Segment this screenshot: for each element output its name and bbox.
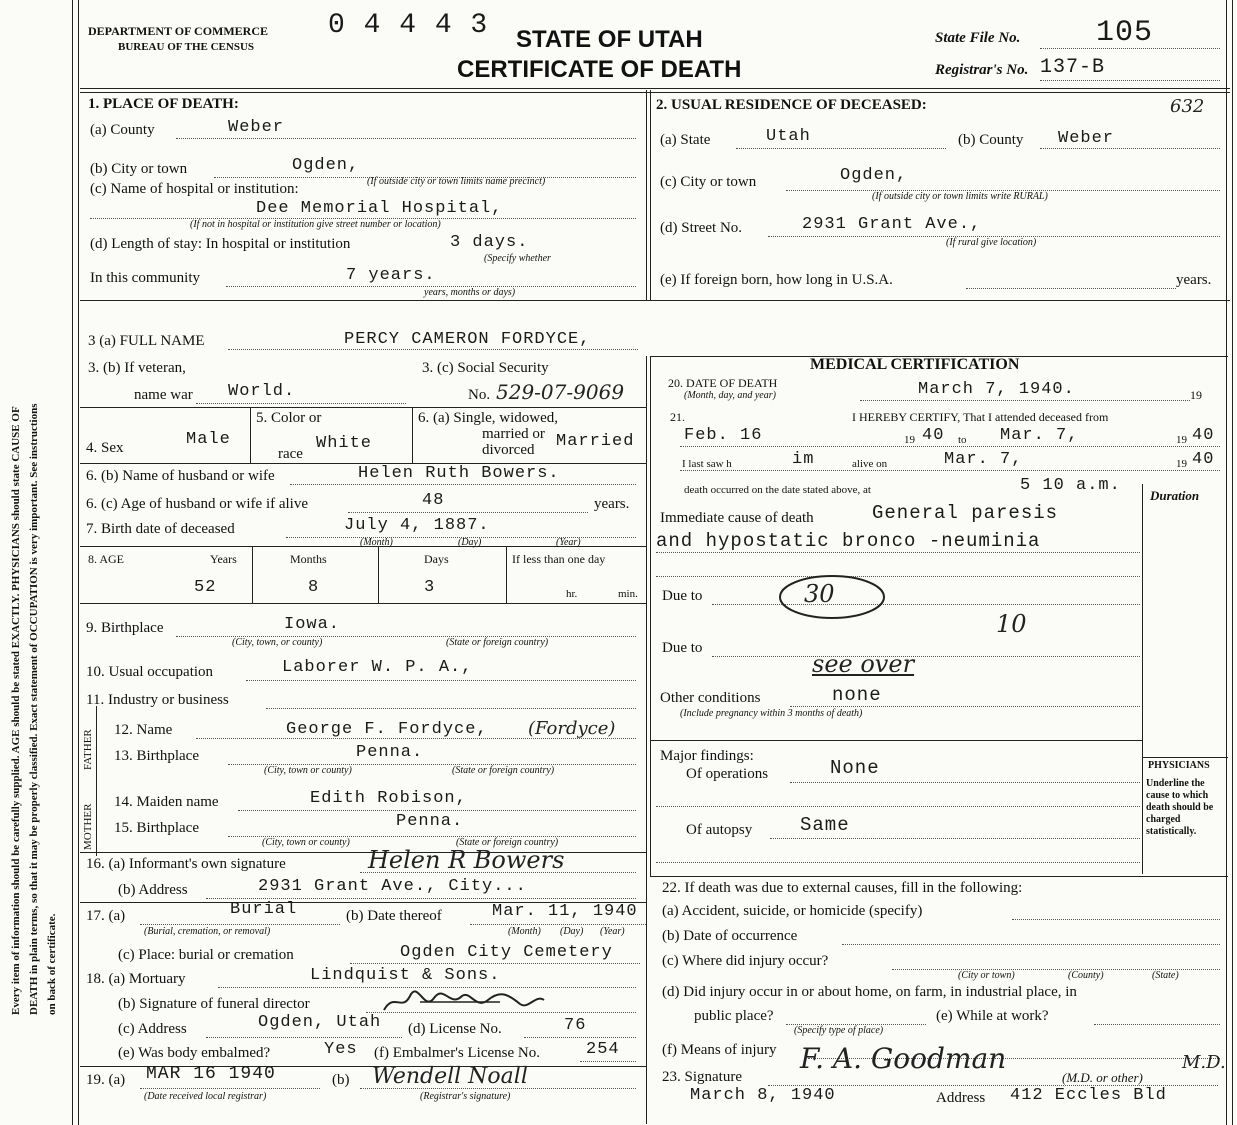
public-place-label: public place? [694,1008,774,1024]
spouse-name: Helen Ruth Bowers. [358,464,560,483]
mark-30: 30 [804,580,835,608]
stay-length: 3 days. [450,233,529,252]
item-21-label: 21. [670,410,685,424]
state-file-label: State File No. [935,30,1021,46]
stay-note: (Specify whether [484,253,551,264]
immediate-cause-2: and hypostatic bronco -neuminia [656,530,1041,552]
last-saw-label: I last saw h [682,458,732,470]
res-state-label: (a) State [660,132,711,148]
hr-label: hr. [566,588,578,600]
autopsy-label: Of autopsy [686,822,753,838]
mother-birthplace: Penna. [396,812,464,831]
date-of-death-note: (Month, day, and year) [684,390,776,401]
age-months-label: Months [290,552,327,566]
attended-to: Mar. 7, [1000,426,1079,445]
injury-state-note: (State) [1152,970,1179,981]
informant-address-label: (b) Address [118,882,188,898]
death-city: Ogden, [292,156,360,175]
received-date-note: (Date received local registrar) [144,1091,267,1102]
sex: Male [186,430,231,449]
occupation: Laborer W. P. A., [282,658,473,677]
alive-on-label: alive on [852,458,888,470]
community-label: In this community [90,270,200,286]
physician-signature: F. A. Goodman [800,1042,1007,1075]
specify-place-note: (Specify type of place) [794,1025,884,1036]
embalmer-license-label: (f) Embalmer's License No. [374,1045,540,1061]
marital-status: Married [556,432,635,451]
stay-label: (d) Length of stay: In hospital or institution [90,236,351,252]
social-security-number: 529-07-9069 [496,380,625,404]
hospital-label: (c) Name of hospital or institution: [90,181,299,197]
certificate-title: CERTIFICATE OF DEATH [457,56,742,83]
birthplace: Iowa. [284,615,341,634]
place-of-death-heading: 1. PLACE OF DEATH: [88,96,239,112]
father-birthplace-label: 13. Birthplace [114,748,199,764]
serial-number: 0 4 4 4 3 [328,10,489,41]
burial-method-note: (Burial, cremation, or removal) [144,926,271,937]
funeral-address: Ogden, Utah [258,1013,382,1032]
birthplace-state-note: (State or foreign country) [446,637,549,648]
birth-month-note: (Month) [360,537,393,548]
signature-date: March 8, 1940 [690,1086,836,1105]
spouse-age: 48 [422,491,445,510]
side-instructions [2,0,72,1125]
external-heading: 22. If death was due to external causes, fill in the following: [662,880,1023,896]
burial-date-day: (Day) [560,926,584,937]
license-label: (d) License No. [408,1021,502,1037]
res-city: Ogden, [840,166,908,185]
major-findings-label: Major findings: [660,748,754,764]
date-of-death-label: 20. DATE OF DEATH [668,376,778,390]
last-saw-century: 19 [1176,458,1187,470]
department-label: DEPARTMENT OF COMMERCE [88,24,269,38]
burial-place: Ogden City Cemetery [400,943,613,962]
embalmed-label: (e) Was body embalmed? [118,1045,271,1061]
father-name: George F. Fordyce, [286,720,488,739]
state-title: STATE OF UTAH [516,26,703,53]
physician-signature-label: 23. Signature [662,1069,742,1085]
immediate-cause-label: Immediate cause of death [660,510,814,526]
bureau-label: BUREAU OF THE CENSUS [118,41,255,53]
mother-side-label: MOTHER [82,803,94,850]
marital-label-3: divorced [482,442,535,458]
funeral-director-signature [380,984,550,1018]
other-conditions: none [832,684,882,706]
time-of-death: 5 10 a.m. [1020,476,1121,495]
mark-10: 10 [996,610,1027,638]
other-conditions-note: (Include pregnancy within 3 months of death) [680,708,863,719]
last-saw-date: Mar. 7, [944,450,1023,469]
sex-label: 4. Sex [86,440,124,456]
social-security-label: 3. (c) Social Security [422,360,549,376]
mother-city-note: (City, town or county) [262,837,350,848]
means-of-injury-label: (f) Means of injury [662,1042,777,1058]
physician-address: 412 Eccles Bld [1010,1086,1167,1105]
father-name-correction: (Fordyce) [528,718,616,739]
age-years-label: Years [210,552,237,566]
registrar-number-label: Registrar's No. [935,62,1029,78]
md-or-other-note: (M.D. or other) [1062,1070,1143,1085]
embalmed-answer: Yes [324,1040,358,1059]
birth-day-note: (Day) [458,537,482,548]
mother-name: Edith Robison, [310,789,467,808]
received-label: 19. (a) [86,1072,126,1088]
registrar-number: 137-B [1040,56,1106,79]
less-than-day-label: If less than one day [512,552,606,566]
received-date-stamp: MAR 16 1940 [146,1064,276,1084]
birth-date: July 4, 1887. [344,516,490,535]
full-name-label: 3 (a) FULL NAME [88,333,205,349]
birth-date-label: 7. Birth date of deceased [86,521,235,537]
informant-signature: Helen R Bowers [368,846,565,874]
burial-place-label: (c) Place: burial or cremation [118,947,294,963]
state-file-number: 105 [1096,16,1154,50]
accident-label: (a) Accident, suicide, or homicide (specify) [662,903,923,919]
margin-note: 632 [1170,96,1205,117]
marital-label-2: married or [482,426,545,442]
cause-circle-mark [776,572,896,622]
operations-label: Of operations [686,766,769,782]
due-to-label-1: Due to [662,588,703,604]
death-city-label: (b) City or town [90,161,188,177]
res-street: 2931 Grant Ave., [802,215,982,234]
physicians-note: Underline the cause to which death should be charged statistically. [1146,778,1214,837]
md-mark: M.D. [1182,1052,1226,1073]
burial-date-label: (b) Date thereof [346,908,442,924]
mother-name-label: 14. Maiden name [114,794,219,810]
name-war-label: name war [134,387,193,403]
res-street-note: (If rural give location) [946,237,1037,248]
burial-date: Mar. 11, 1940 [492,902,638,921]
side-instruction-line-1: Every item of information should be carefully supplied. AGE should be stated EXACTLY. PHYSICIANS should state CAUSE OF [10,406,22,1015]
marital-label-1: 6. (a) Single, widowed, [418,410,558,426]
foreign-born-label: (e) If foreign born, how long in U.S.A. [660,272,893,288]
res-state: Utah [766,127,811,146]
last-saw-him: im [792,450,815,469]
birthplace-city-note: (City, town, or county) [232,637,323,648]
attended-to-year: 40 [1192,426,1215,445]
age-days-label: Days [424,552,449,566]
injury-county-note: (County) [1068,970,1104,981]
birthplace-label: 9. Birthplace [86,620,164,636]
father-side-label: FATHER [82,729,94,770]
occurrence-date-label: (b) Date of occurrence [662,928,798,944]
attended-from: Feb. 16 [684,426,763,445]
injury-where-label: (c) Where did injury occur? [662,953,829,969]
res-city-note: (If outside city or town limits write RURAL) [872,191,1048,202]
informant-signature-label: 16. (a) Informant's own signature [86,856,286,872]
burial-date-year: (Year) [600,926,625,937]
war-name: World. [228,382,296,401]
veteran-label: 3. (b) If veteran, [88,360,186,376]
duration-label: Duration [1150,488,1200,503]
death-county: Weber [228,118,285,137]
community-length: 7 years. [346,266,436,285]
res-county: Weber [1058,129,1115,148]
registrar-sig-label: (b) [332,1072,350,1088]
death-county-label: (a) County [90,122,155,138]
occupation-label: 10. Usual occupation [86,664,214,680]
injury-city-note: (City or town) [958,970,1015,981]
father-state-note: (State or foreign country) [452,765,555,776]
registrar-sig-note: (Registrar's signature) [420,1091,511,1102]
last-saw-year: 40 [1192,450,1215,469]
physicians-label: PHYSICIANS [1148,760,1210,771]
mother-state-note: (State or foreign country) [456,837,559,848]
due-to-label-2: Due to [662,640,703,656]
funeral-address-label: (c) Address [118,1021,187,1037]
embalmer-license-number: 254 [586,1040,620,1059]
while-at-work-label: (e) While at work? [936,1008,1049,1024]
physician-address-label: Address [936,1090,986,1106]
death-occurred-label: death occurred on the date stated above, at [684,484,871,496]
age-months: 8 [308,578,320,597]
residence-heading: 2. USUAL RESIDENCE OF DECEASED: [656,97,927,113]
full-name: PERCY CAMERON FORDYCE, [344,330,591,349]
spouse-age-unit: years. [594,496,630,512]
hospital-note: (If outside city or town limits name precinct) [367,176,546,187]
hospital-note-2: (If not in hospital or institution give street number or location) [190,219,441,230]
side-instruction-line-2: DEATH in plain terms, so that it may be properly classified. Exact statement of OCCUPATION is very important. See instructions [28,403,40,1015]
operations-findings: None [830,757,880,779]
father-city-note: (City, town or county) [264,765,352,776]
medical-cert-heading: MEDICAL CERTIFICATION [810,356,1020,373]
side-instruction-line-3: on back of certificate. [46,913,58,1015]
mortuary-name: Lindquist & Sons. [310,966,501,985]
mortuary-label: 18. (a) Mortuary [86,971,186,987]
spouse-name-label: 6. (b) Name of husband or wife [86,468,275,484]
certify-text: I HEREBY CERTIFY, That I attended deceased from [852,410,1109,424]
race-label: race [278,446,303,462]
attended-to-century: 19 [1176,434,1187,446]
age-days: 3 [424,578,436,597]
immediate-cause-1: General paresis [872,502,1059,524]
ss-no-label: No. [468,387,491,403]
father-birthplace: Penna. [356,743,424,762]
attended-to-label: to [958,434,967,446]
attended-from-century: 19 [904,434,915,446]
license-number: 76 [564,1016,587,1035]
race: White [316,434,373,453]
attended-from-year: 40 [922,426,945,445]
hospital-name: Dee Memorial Hospital, [256,199,503,218]
res-county-label: (b) County [958,132,1024,148]
community-note: years, months or days) [424,287,516,298]
mother-birthplace-label: 15. Birthplace [114,820,199,836]
birth-year-note: (Year) [556,537,581,548]
age-label: 8. AGE [88,552,124,566]
burial-method: Burial [230,900,298,919]
informant-address: 2931 Grant Ave., City... [258,877,527,896]
burial-date-month: (Month) [508,926,541,937]
color-label: 5. Color or [256,410,322,426]
age-years: 52 [194,578,217,597]
date-of-death-century: 19 [1190,388,1202,402]
registrar-signature: Wendell Noall [372,1064,528,1089]
funeral-director-label: (b) Signature of funeral director [118,996,310,1012]
industry-label: 11. Industry or business [86,692,229,708]
spouse-age-label: 6. (c) Age of husband or wife if alive [86,496,309,512]
see-over-note: see over [812,650,915,678]
date-of-death: March 7, 1940. [918,380,1075,399]
res-city-label: (c) City or town [660,174,757,190]
min-label: min. [618,588,638,600]
foreign-born-unit: years. [1176,272,1212,288]
injury-place-question: (d) Did injury occur in or about home, on farm, in industrial place, in [662,984,1077,1000]
burial-item-label: 17. (a) [86,908,126,924]
other-conditions-label: Other conditions [660,690,761,706]
father-name-label: 12. Name [114,722,173,738]
autopsy-findings: Same [800,814,850,836]
res-street-label: (d) Street No. [660,220,743,236]
